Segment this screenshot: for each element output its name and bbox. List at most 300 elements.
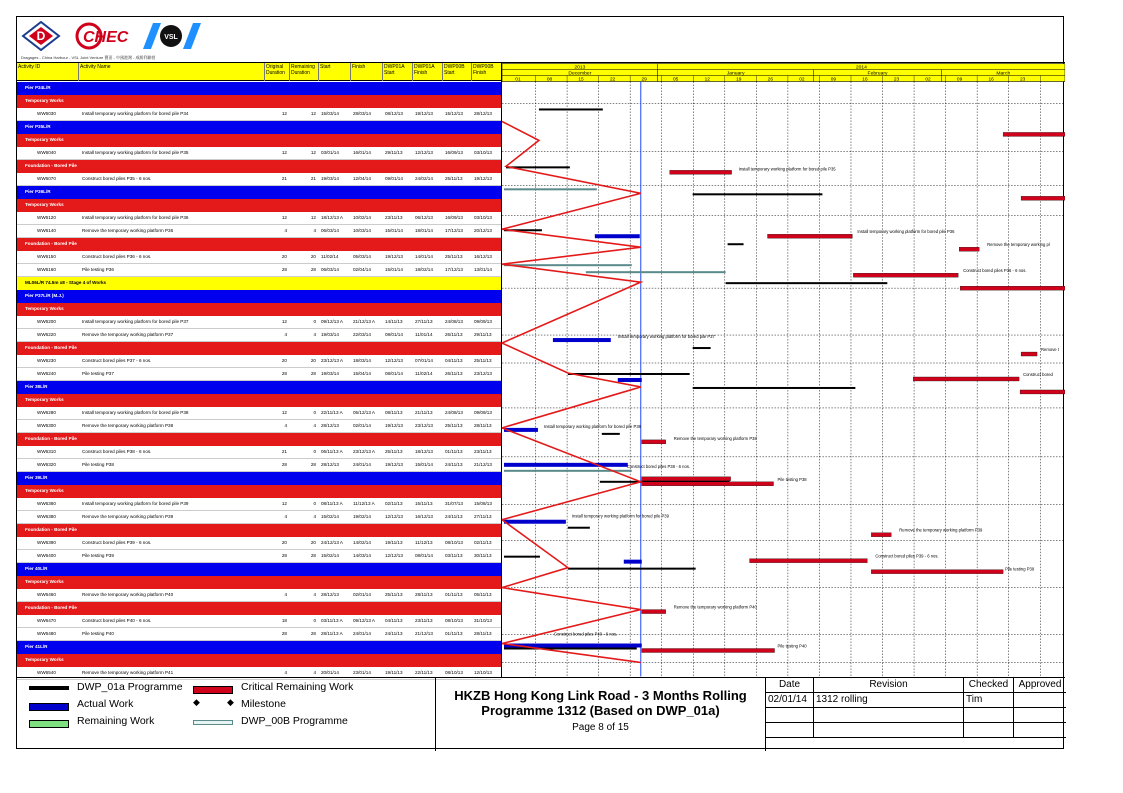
dwp01a-finish-cell: 07/01/14 <box>415 358 433 363</box>
start-cell: 28/12/13 <box>321 592 339 597</box>
activity-name-cell: Construct bored piles P40 - 6 nos. <box>82 618 152 623</box>
dwp00b-finish-cell: 05/11/13 <box>474 592 492 597</box>
section-row: ML06L/R 74.5m x8 - Stage 4 of Works <box>17 277 501 290</box>
dwp00b-start-cell: 17/12/13 <box>445 228 463 233</box>
section-row: Foundation - Bored Pile <box>17 524 501 537</box>
dwp00b-start-cell: 16/09/13 <box>445 215 463 220</box>
dwp01a-start-cell: 29/11/13 <box>385 150 403 155</box>
dwp01a-start-cell: 08/01/14 <box>385 371 403 376</box>
dwp00b-start-cell: 24/08/13 <box>445 410 463 415</box>
table-row <box>17 537 501 550</box>
table-row <box>17 550 501 563</box>
bar-label: Install temporary working platform for bored pile P36 <box>857 229 955 235</box>
rev-header-revision: Revision <box>814 678 964 693</box>
week-label: 09 <box>956 77 963 83</box>
rem-duration-cell: 4 <box>313 332 316 337</box>
activity-name-cell: Remove the temporary working platform P38 <box>82 423 174 428</box>
dwp00b-start-cell: 15/12/13 <box>445 111 463 116</box>
week-label: 23 <box>893 77 900 83</box>
gantt-bar <box>642 610 666 614</box>
dwp00b-finish-cell: 15/08/13 <box>474 501 492 506</box>
activity-name-cell: Install temporary working platform for bored pile P39 <box>82 501 189 506</box>
orig-duration-cell: 28 <box>281 631 287 636</box>
vsl-logo <box>139 21 203 51</box>
dwp01a-start-cell: 15/01/14 <box>385 228 403 233</box>
activity-name-cell: Pile testing P40 <box>82 631 114 636</box>
rem-duration-cell: 20 <box>310 540 316 545</box>
dwp01a-start-cell: 19/11/13 <box>385 670 403 675</box>
finish-cell: 02/01/14 <box>353 423 371 428</box>
rem-duration-cell: 20 <box>310 358 316 363</box>
legend-milestone: Milestone <box>241 698 286 710</box>
section-row: Foundation - Bored Pile <box>17 160 501 173</box>
activity-id-cell: WW6040 <box>37 150 56 155</box>
bar-label: Install temporary working platform for bored pile P35 <box>738 166 836 172</box>
orig-duration-cell: 12 <box>281 319 287 324</box>
finish-cell: 21/12/13 A <box>353 319 375 324</box>
year-label: 2014 <box>855 64 867 71</box>
gantt-bar <box>624 560 642 564</box>
section-row: Temporary Works <box>17 303 501 316</box>
start-cell: 06/11/13 A <box>321 449 343 454</box>
dwp00b-start-cell: 24/11/13 <box>445 462 463 467</box>
dwp01a-start-cell: 09/01/14 <box>385 176 403 181</box>
dwp01a-finish-cell: 12/12/13 <box>415 150 433 155</box>
bar-label: Remove the temporary working platform P40 <box>673 604 757 610</box>
rem-duration-cell: 0 <box>313 501 316 506</box>
start-cell: 22/11/13 A <box>321 410 343 415</box>
dwp00b-start-cell: 01/11/13 <box>445 631 463 636</box>
legend-swatch-remaining <box>29 720 69 728</box>
section-row: Pier P36L/R <box>17 186 501 199</box>
week-label: 01 <box>515 77 521 83</box>
gantt-bar <box>595 234 640 238</box>
dwp01a-finish-cell: 18/02/14 <box>415 267 433 272</box>
col-start: Start <box>319 63 351 81</box>
gantt-bar <box>959 247 979 251</box>
dwp00b-start-cell: 03/11/13 <box>445 553 463 558</box>
finish-cell: 10/03/14 <box>353 228 371 233</box>
legend <box>17 678 435 751</box>
start-cell: 06/03/14 <box>321 267 339 272</box>
rem-duration-cell: 0 <box>313 319 316 324</box>
col-dwp00b-finish: DWP00B Finish <box>473 64 494 76</box>
col-rem-duration: Remaining Duration <box>290 63 319 81</box>
col-activity-name: Activity Name <box>79 63 265 81</box>
dwp01a-start-cell: 25/11/13 <box>385 449 403 454</box>
rem-duration-cell: 20 <box>310 254 316 259</box>
week-label: 22 <box>609 77 616 83</box>
finish-cell: 02/04/14 <box>353 267 371 272</box>
dwp01a-finish-cell: 08/01/14 <box>415 553 433 558</box>
dwp00b-start-cell: 31/07/13 <box>445 501 463 506</box>
gantt-bar <box>728 243 744 245</box>
week-label: 29 <box>641 77 647 83</box>
bar-label: Pile testing P38 <box>777 476 807 482</box>
activity-name-cell: Construct bored piles P36 - 6 nos. <box>82 254 152 259</box>
week-label: 26 <box>767 77 773 83</box>
rem-duration-cell: 0 <box>313 449 316 454</box>
start-cell: 11/02/14 <box>321 254 339 259</box>
rem-duration-cell: 12 <box>310 111 316 116</box>
month-label: March <box>996 70 1011 77</box>
start-cell: 23/12/13 A <box>321 358 343 363</box>
activity-id-cell: WW6220 <box>37 332 56 337</box>
orig-duration-cell: 21 <box>281 176 287 181</box>
dwp01a-start-cell: 14/11/13 <box>385 319 403 324</box>
dwp01a-finish-cell: 21/12/13 <box>415 631 433 636</box>
bar-label: Remove the temporary working platform P39 <box>899 527 983 533</box>
dwp00b-start-cell: 25/11/13 <box>445 254 463 259</box>
project-title: HKZB Hong Kong Link Road - 3 Months Rolling <box>454 688 747 703</box>
gantt-bar <box>568 527 590 529</box>
section-row: Temporary Works <box>17 576 501 589</box>
rem-duration-cell: 0 <box>313 410 316 415</box>
dwp01a-finish-cell: 23/12/13 <box>415 423 433 428</box>
activity-name-cell: Pile testing P38 <box>82 462 114 467</box>
rem-duration-cell: 28 <box>310 631 316 636</box>
week-label: 19 <box>736 77 742 83</box>
dwp01a-finish-cell: 16/12/13 <box>415 514 433 519</box>
bar-label: Install temporary working platform for bored pile P39 <box>571 513 669 519</box>
finish-cell: 09/12/13 A <box>353 618 375 623</box>
activity-id-cell: WW6140 <box>37 228 56 233</box>
rev-blank <box>814 723 964 738</box>
finish-cell: 23/01/14 <box>353 670 371 675</box>
section-row: Temporary Works <box>17 654 501 667</box>
orig-duration-cell: 4 <box>284 514 287 519</box>
dwp00b-finish-cell: 09/09/13 <box>474 410 492 415</box>
rem-duration-cell: 12 <box>310 150 316 155</box>
table-row <box>17 355 501 368</box>
rem-duration-cell: 28 <box>310 553 316 558</box>
dwp00b-finish-cell: 02/11/13 <box>474 540 492 545</box>
finish-cell: 15/04/14 <box>353 371 371 376</box>
finish-cell: 24/01/14 <box>353 631 371 636</box>
dwp01a-finish-cell: 23/11/13 <box>415 618 433 623</box>
legend-remaining: Remaining Work <box>77 715 155 727</box>
col-dwp00b-start: DWP00B Start <box>443 63 472 81</box>
month-label: February <box>867 70 888 77</box>
dwp01a-start-cell: 19/12/13 <box>385 254 403 259</box>
dwp01a-start-cell: 04/11/13 <box>385 618 403 623</box>
footer <box>17 677 1065 750</box>
activity-name-cell: Remove the temporary working platform P40 <box>82 592 174 597</box>
dwp00b-start-cell: 08/10/13 <box>445 670 463 675</box>
gantt-bar <box>642 477 731 481</box>
section-row: Pier 41L/R <box>17 641 501 654</box>
dwp00b-finish-cell: 30/11/13 <box>474 553 492 558</box>
start-cell: 28/11/13 A <box>321 631 343 636</box>
gantt-bar <box>1020 390 1065 394</box>
logo-bar <box>17 17 1065 63</box>
table-row <box>17 420 501 433</box>
dwp00b-start-cell: 01/11/13 <box>445 592 463 597</box>
schedule-sheet <box>16 16 1064 749</box>
dwp00b-start-cell: 26/11/13 <box>445 371 463 376</box>
legend-dwp00b: DWP_00B Programme <box>241 715 348 727</box>
table-row <box>17 446 501 459</box>
dwp00b-start-cell: 24/08/13 <box>445 319 463 324</box>
bar-label: Construct bored piles P36 - 6 nos. <box>963 268 1027 274</box>
dwp01a-start-cell: 19/11/13 <box>385 540 403 545</box>
gantt-bar <box>1003 132 1065 136</box>
activity-name-cell: Construct bored piles P39 - 6 nos. <box>82 540 152 545</box>
table-row <box>17 108 501 121</box>
gantt-bar <box>1021 196 1065 200</box>
activity-id-cell: WW6200 <box>37 319 56 324</box>
dwp01a-start-cell: 12/12/13 <box>385 514 403 519</box>
gantt-bar <box>568 373 690 375</box>
dwp01a-finish-cell: 24/02/14 <box>415 176 433 181</box>
col-dwp01a-finish: DWP01A Finish <box>413 63 443 81</box>
orig-duration-cell: 20 <box>281 358 287 363</box>
section-row: Pier 39L/R <box>17 472 501 485</box>
dwp01a-finish-cell: 22/11/13 <box>415 670 433 675</box>
finish-cell: 10/02/14 <box>353 215 371 220</box>
start-cell: 09/12/13 A <box>321 319 343 324</box>
gantt-bar <box>504 520 566 524</box>
col-orig-duration: Original Duration <box>265 63 290 81</box>
table-row <box>17 316 501 329</box>
orig-duration-cell: 28 <box>281 462 287 467</box>
table-row <box>17 615 501 628</box>
activity-name-cell: Remove the temporary working platform P36 <box>82 228 174 233</box>
start-cell: 19/03/14 <box>321 371 339 376</box>
orig-duration-cell: 20 <box>281 254 287 259</box>
dwp00b-finish-cell: 28/11/13 <box>474 631 492 636</box>
gantt-bar <box>693 387 856 389</box>
dwp01a-start-cell: 08/01/14 <box>385 332 403 337</box>
activity-name-cell: Construct bored piles P37 - 6 nos. <box>82 358 152 363</box>
week-label: 12 <box>704 77 710 83</box>
activity-id-cell: WW6030 <box>37 111 56 116</box>
start-cell: 15/02/14 <box>321 553 339 558</box>
month-label: January <box>726 70 745 77</box>
rem-duration-cell: 28 <box>310 462 316 467</box>
legend-dwp01a: DWP_01a Programme <box>77 681 183 693</box>
gantt-bar <box>504 264 632 266</box>
dwp00b-finish-cell: 13/01/14 <box>474 267 492 272</box>
dwp00b-start-cell: 04/11/13 <box>445 358 463 363</box>
rem-duration-cell: 12 <box>310 215 316 220</box>
gantt-bar <box>504 648 637 650</box>
dwp00b-finish-cell: 23/12/13 <box>474 371 492 376</box>
rev-blank <box>766 723 814 738</box>
section-row: Temporary Works <box>17 95 501 108</box>
week-label: 16 <box>862 77 868 83</box>
dwp01a-finish-cell: 18/01/14 <box>415 228 433 233</box>
orig-duration-cell: 4 <box>284 228 287 233</box>
dwp00b-finish-cell: 20/12/13 <box>474 228 492 233</box>
gantt-bar <box>693 193 823 195</box>
dwp01a-finish-cell: 11/12/13 <box>415 540 433 545</box>
section-row: Temporary Works <box>17 485 501 498</box>
section-row: Temporary Works <box>17 394 501 407</box>
dwp00b-finish-cell: 03/10/13 <box>474 150 492 155</box>
activity-id-cell: WW6070 <box>37 176 56 181</box>
week-label: 08 <box>546 77 553 83</box>
rem-duration-cell: 4 <box>313 423 316 428</box>
bar-label: Construct bored piles P38 - 6 nos. <box>626 463 691 469</box>
orig-duration-cell: 20 <box>281 540 287 545</box>
dwp01a-finish-cell: 15/11/13 <box>415 501 433 506</box>
rev-blank <box>964 723 1014 738</box>
finish-cell: 28/03/14 <box>353 111 371 116</box>
rem-duration-cell: 4 <box>313 514 316 519</box>
dwp00b-finish-cell: 21/12/13 <box>474 462 492 467</box>
rem-duration-cell: 4 <box>313 228 316 233</box>
orig-duration-cell: 28 <box>281 553 287 558</box>
dwp01a-finish-cell: 28/11/13 <box>415 592 433 597</box>
activity-id-cell: WW6360 <box>37 501 56 506</box>
col-dwp01a-start: DWP01A Start <box>383 63 413 81</box>
dwp01a-start-cell: 12/12/13 <box>385 553 403 558</box>
activity-id-cell: WW6120 <box>37 215 56 220</box>
gantt-bar <box>960 286 1065 290</box>
finish-cell: 19/02/14 <box>353 514 371 519</box>
finish-cell: 11/12/13 A <box>353 501 375 506</box>
rev-blank <box>1014 708 1066 723</box>
orig-duration-cell: 28 <box>281 371 287 376</box>
week-label: 02 <box>799 77 805 83</box>
table-row <box>17 511 501 524</box>
section-row: Pier P35L/R <box>17 121 501 134</box>
dwp00b-finish-cell: 12/10/13 <box>474 670 492 675</box>
dwp00b-finish-cell: 23/11/13 <box>474 449 492 454</box>
activity-id-cell: WW6150 <box>37 254 56 259</box>
dwp01a-finish-cell: 11/02/14 <box>415 371 433 376</box>
activity-name-cell: Pile testing P37 <box>82 371 114 376</box>
finish-cell: 14/03/14 <box>353 553 371 558</box>
gantt-bar <box>539 108 603 110</box>
bar-label: Remove the temporary working pl <box>987 242 1050 248</box>
year-label: 2013 <box>574 64 586 71</box>
start-cell: 15/02/14 <box>321 514 339 519</box>
orig-duration-cell: 4 <box>284 592 287 597</box>
activity-id-cell: WW6280 <box>37 410 56 415</box>
start-cell: 08/11/13 A <box>321 501 343 506</box>
bar-label: Construct bored piles P39 - 6 nos. <box>875 553 939 559</box>
section-row: Foundation - Bored Pile <box>17 238 501 251</box>
week-label: 15 <box>578 77 584 83</box>
activity-id-cell: WW6300 <box>37 423 56 428</box>
legend-critical: Critical Remaining Work <box>241 681 354 693</box>
start-cell: 06/03/14 <box>321 228 339 233</box>
section-row: Foundation - Bored Pile <box>17 602 501 615</box>
week-label: 09 <box>830 77 837 83</box>
bar-label: Remove the temporary working platform P38 <box>673 435 757 441</box>
gantt-bar <box>1021 352 1037 356</box>
dwp00b-finish-cell: 27/11/13 <box>474 514 492 519</box>
orig-duration-cell: 18 <box>281 618 287 623</box>
start-cell: 15/03/14 <box>321 111 339 116</box>
activity-id-cell: WW6230 <box>37 358 56 363</box>
bar-label: Pile testing P40 <box>777 643 807 649</box>
week-label: 02 <box>925 77 931 83</box>
rev-blank <box>964 708 1014 723</box>
gantt-bar <box>618 378 642 382</box>
finish-cell: 12/04/14 <box>353 176 371 181</box>
dwp00b-finish-cell: 09/09/13 <box>474 319 492 324</box>
finish-cell: 16/01/14 <box>353 150 371 155</box>
gantt-bar <box>853 273 958 277</box>
gantt-bar <box>693 347 711 349</box>
dwp00b-start-cell: 25/11/13 <box>445 423 463 428</box>
start-cell: 28/12/13 <box>321 462 339 467</box>
section-row: Temporary Works <box>17 134 501 147</box>
dwp00b-finish-cell: 03/10/13 <box>474 215 492 220</box>
orig-duration-cell: 12 <box>281 501 287 506</box>
finish-cell: 05/12/13 A <box>353 410 375 415</box>
dwp00b-start-cell: 08/10/13 <box>445 540 463 545</box>
rem-duration-cell: 4 <box>313 592 316 597</box>
dwp01a-finish-cell: 27/11/13 <box>415 319 433 324</box>
bar-label: Pile testing P39 <box>1005 566 1035 572</box>
dragages-logo <box>21 21 61 51</box>
dwp00b-start-cell: 24/11/13 <box>445 514 463 519</box>
activity-name-cell: Install temporary working platform for bored pile P35 <box>82 150 189 155</box>
finish-cell: 24/01/14 <box>353 462 371 467</box>
rem-duration-cell: 0 <box>313 618 316 623</box>
dwp01a-finish-cell: 14/01/14 <box>415 254 433 259</box>
gantt-bar <box>553 338 611 342</box>
orig-duration-cell: 12 <box>281 111 287 116</box>
gantt-bar <box>642 649 775 653</box>
finish-cell: 14/02/14 <box>353 540 371 545</box>
start-cell: 03/11/13 A <box>321 618 343 623</box>
rev-blank <box>814 708 964 723</box>
activity-id-cell: WW6540 <box>37 670 56 675</box>
rev-description: 1312 rolling <box>814 693 964 708</box>
activity-name-cell: Pile testing P36 <box>82 267 114 272</box>
legend-swatch-actual <box>29 703 69 711</box>
activity-id-cell: WW6320 <box>37 462 56 467</box>
finish-cell: 18/03/14 <box>353 358 371 363</box>
gantt-bar <box>642 482 774 486</box>
table-row <box>17 628 501 641</box>
bar-label: Install temporary working platform for bored pile P37 <box>617 334 715 340</box>
bar-label: Install temporary working platform for bored pile P38 <box>543 423 641 429</box>
dwp00b-finish-cell: 19/12/13 <box>474 176 492 181</box>
rev-header-approved: Approved <box>1014 678 1066 693</box>
gantt-bar <box>504 463 628 467</box>
dwp01a-start-cell: 24/11/13 <box>385 631 403 636</box>
week-label: 23 <box>1020 77 1026 83</box>
table-row <box>17 212 501 225</box>
table-row <box>17 225 501 238</box>
orig-duration-cell: 4 <box>284 423 287 428</box>
gantt-chart <box>501 63 1065 677</box>
gantt-bar <box>871 533 891 537</box>
activity-id-cell: WW6390 <box>37 540 56 545</box>
revision-block <box>765 678 1065 751</box>
gantt-bar <box>768 234 853 238</box>
orig-duration-cell: 4 <box>284 670 287 675</box>
rem-duration-cell: 4 <box>313 670 316 675</box>
week-label: 16 <box>988 77 994 83</box>
dwp01a-start-cell: 12/12/13 <box>385 358 403 363</box>
gantt-bar <box>750 559 868 563</box>
dwp01a-start-cell: 08/12/13 <box>385 111 403 116</box>
milestone-icon: ◆ <box>227 697 234 707</box>
activity-name-cell: Remove the temporary working platform P37 <box>82 332 174 337</box>
start-cell: 28/12/13 <box>321 423 339 428</box>
title-block <box>435 678 765 751</box>
activity-name-cell: Install temporary working platform for bored pile P36 <box>82 215 189 220</box>
activity-name-cell: Construct bored piles P35 - 6 nos. <box>82 176 152 181</box>
activity-id-cell: WW6460 <box>37 592 56 597</box>
